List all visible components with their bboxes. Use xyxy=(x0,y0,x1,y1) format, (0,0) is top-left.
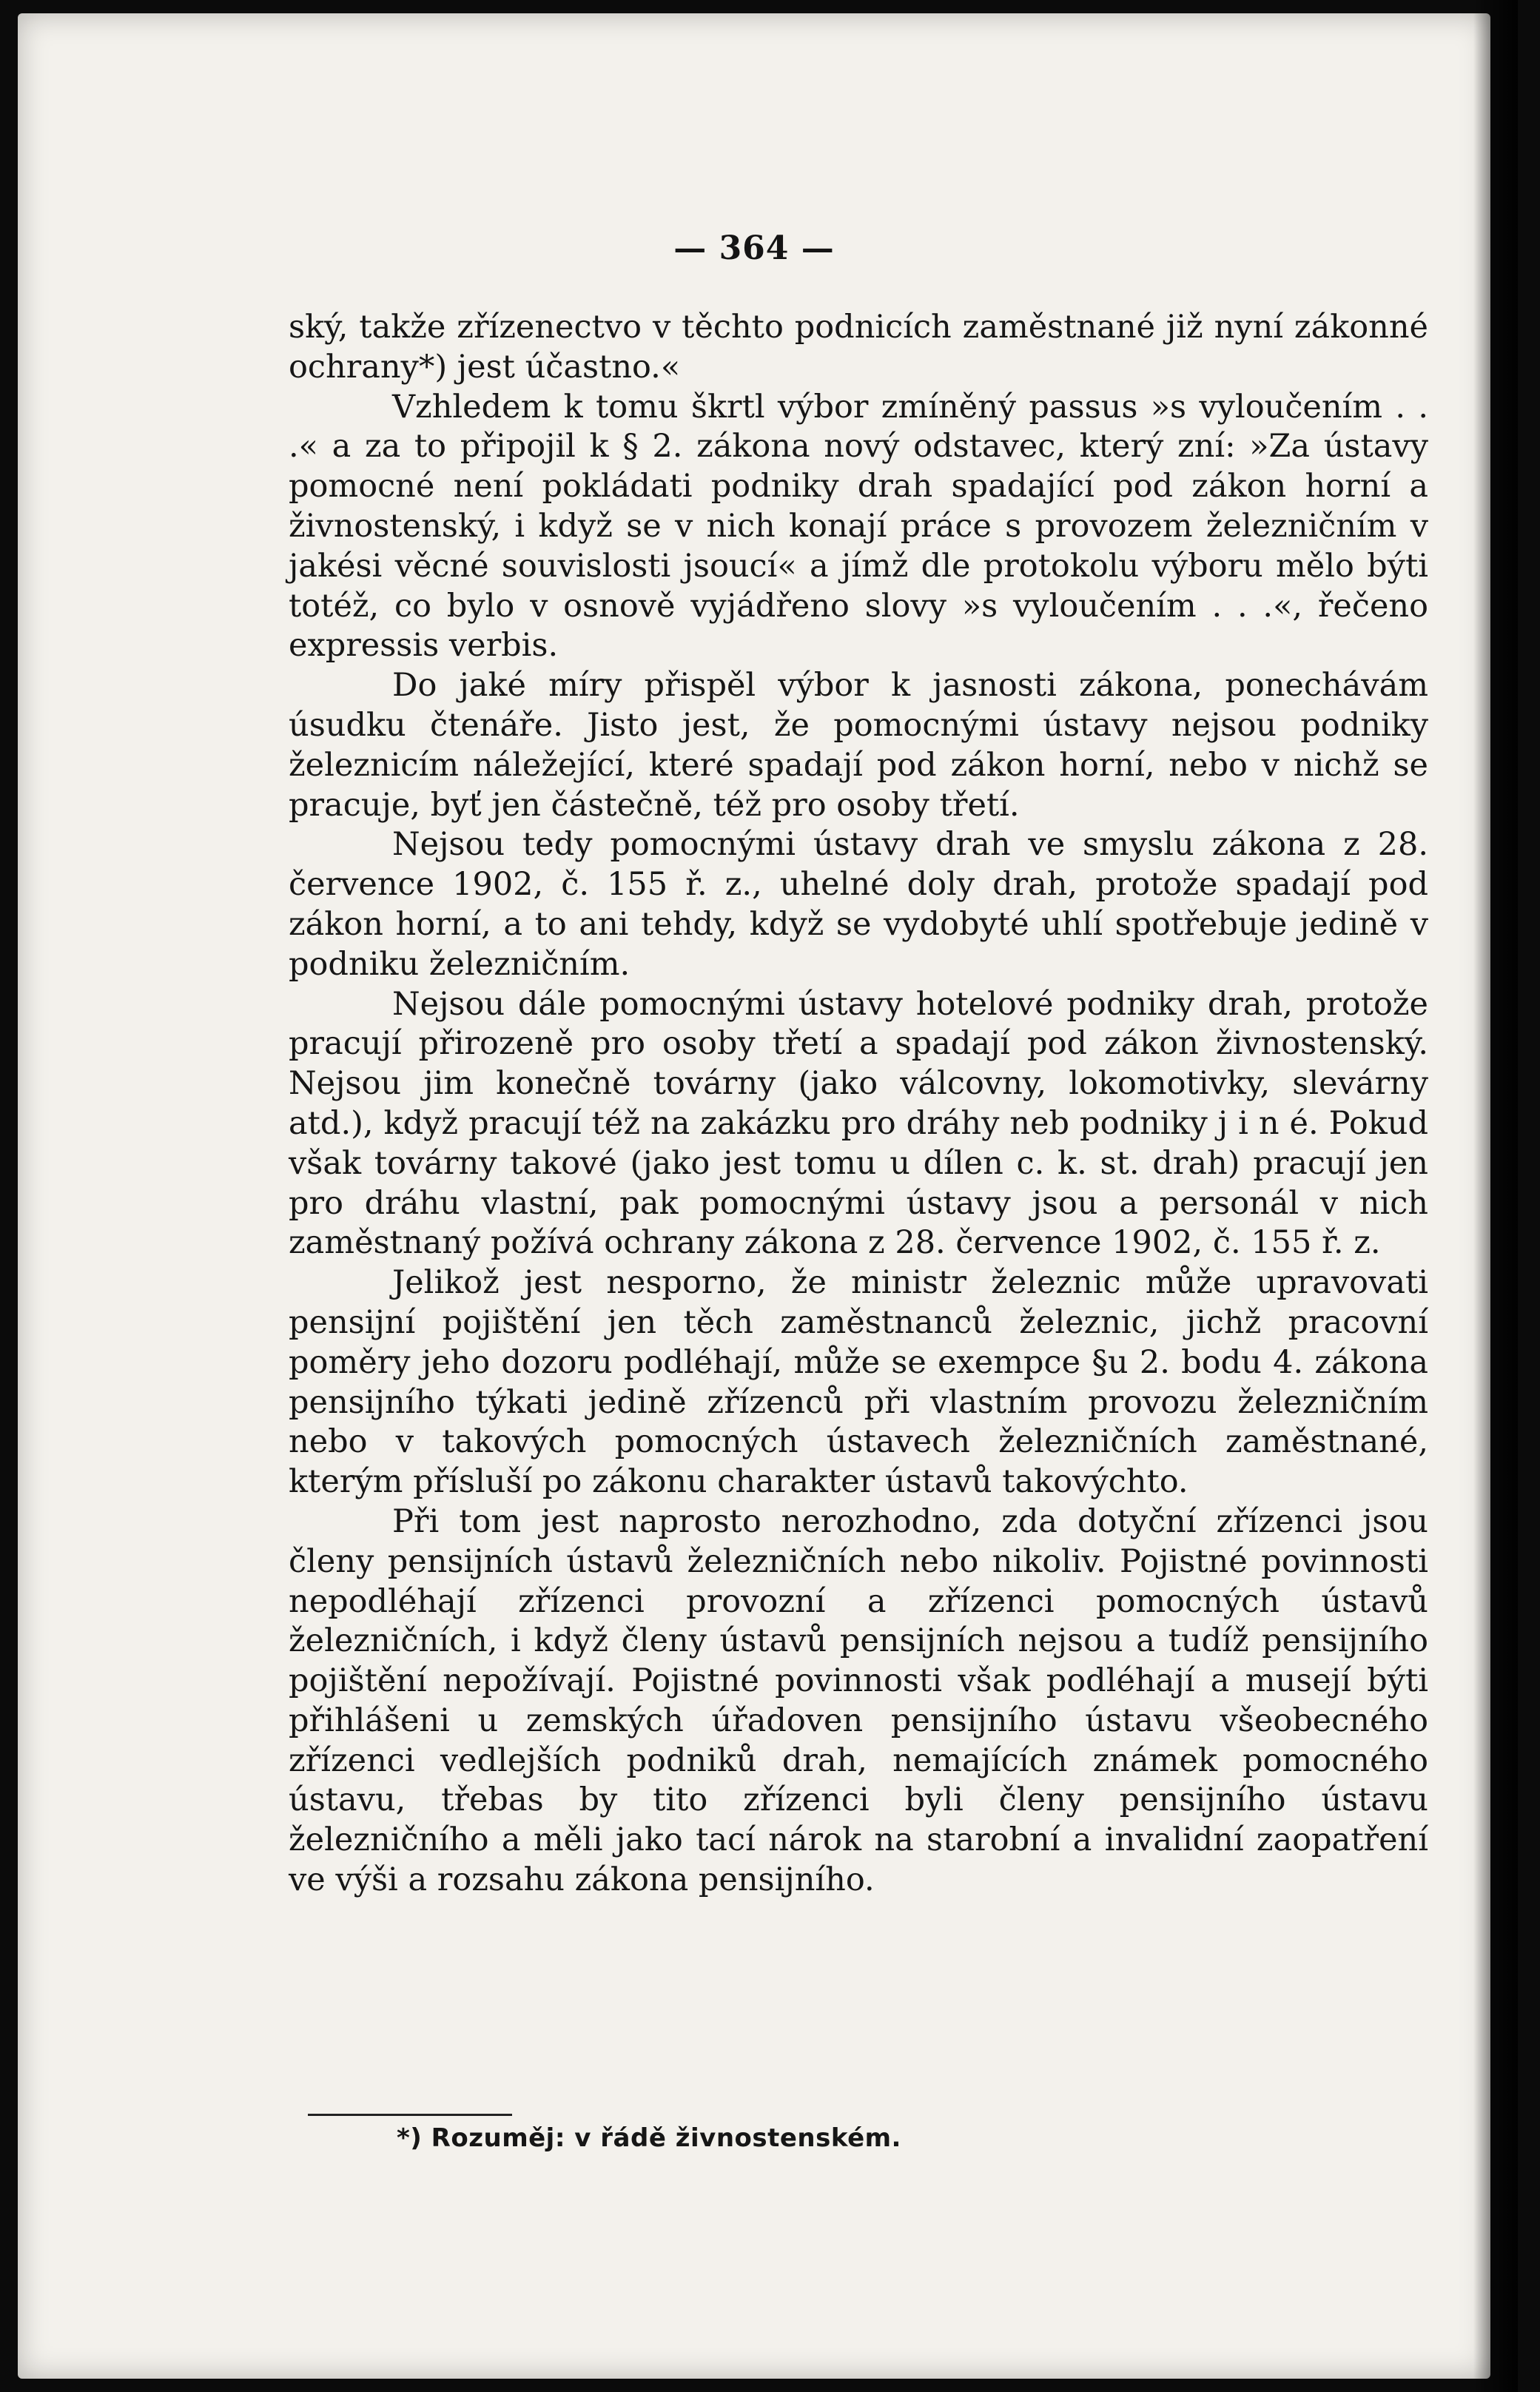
body-text xyxy=(289,308,1428,1901)
footnote-divider xyxy=(308,2114,512,2116)
paragraph: Nejsou dále pomocnými ústavy hotelové podniky drah, protože pracují přirozeně pro osoby třetí a spadají pod zákon živnostenský. Nejsou jim konečně továrny (jako válcovny, lokomotivky, slevárny atd.), když pracují též na zakázku pro dráhy neb podniky j i n é. Pokud však továrny takové (jako jest tomu u dílen c. k. st. drah) pracují jen pro dráhu vlastní, pak pomocnými ústavy jsou a personál v nich zaměstnaný požívá ochrany zákona z 28. července 1902, č. 155 ř. z. xyxy=(289,985,1428,1262)
paragraph: Jelikož jest nesporno, že ministr železnic může upravovati pensijní pojištění jen těch zaměstnanců železnic, jichž pracovní poměry jeho dozoru podléhají, může se exempce §u 2. bodu 4. zákona pensijního týkati jedině zřízenců při vlastním provozu železničním nebo v takových pomocných ústavech železničních zaměstnané, kterým přísluší po zákonu charakter ústavů takovýchto. xyxy=(289,1264,1428,1501)
paragraph: Při tom jest naprosto nerozhodno, zda dotyční zřízenci jsou členy pensijních ústavů železničních nebo nikoliv. Pojistné povinnosti nepodléhají zřízenci provozní a zřízenci pomocných ústavů železničních, i když členy ústavů pensijních nejsou a tudíž pensijního pojištění nepožívají. Pojistné povinnosti však podléhají a musejí býti přihlášeni u zemských úřadoven pensijního ústavu všeobecného zřízenci vedlejších podniků drah, nemajících známek pomocného ústavu, třebas by tito zřízenci byli členy pensijního ústavu železničního a měli jako tací nárok na starobní a invalidní zaopatření ve výši a rozsahu zákona pensijního. xyxy=(289,1502,1428,1899)
paragraph: Nejsou tedy pomocnými ústavy drah ve smyslu zákona z 28. července 1902, č. 155 ř. z., uhelné doly drah, protože spadají pod zákon horní, a to ani tehdy, když se vydobyté uhlí spotřebuje jedině v podniku železničním. xyxy=(289,826,1428,983)
scan-edge-shadow xyxy=(1473,0,1518,2392)
paragraph: Do jaké míry přispěl výbor k jasnosti zákona, ponechávám úsudku čtenáře. Jisto jest, že pomocnými ústavy nejsou podniky železnicím náležející, které spadají pod zákon horní, nebo v nichž se pracuje, byť jen částečně, též pro osoby třetí. xyxy=(289,667,1428,824)
book-page xyxy=(18,13,1490,2379)
paragraph: Vzhledem k tomu škrtl výbor zmíněný passus »s vyloučením . . .« a za to připojil k § 2. zákona nový odstavec, který zní: »Za ústavy pomocné není pokládati podniky drah spadající pod zákon horní a živnostenský, i když se v nich konají práce s provozem železničním v jakési věcné souvislosti jsoucí« a jímž dle protokolu výboru mělo býti totéž, co bylo v osnově vyjádřeno slovy »s vyloučením . . .«, řečeno expressis verbis. xyxy=(289,388,1428,665)
paragraph-continuation: ský, takže zřízenectvo v těchto podnicích zaměstnané již nyní zákonné ochrany*) jest účastno.« xyxy=(289,309,1428,386)
page-number: — 364 — xyxy=(673,229,835,267)
footnote: *) Rozuměj: v řádě živnostenském. xyxy=(397,2123,901,2153)
